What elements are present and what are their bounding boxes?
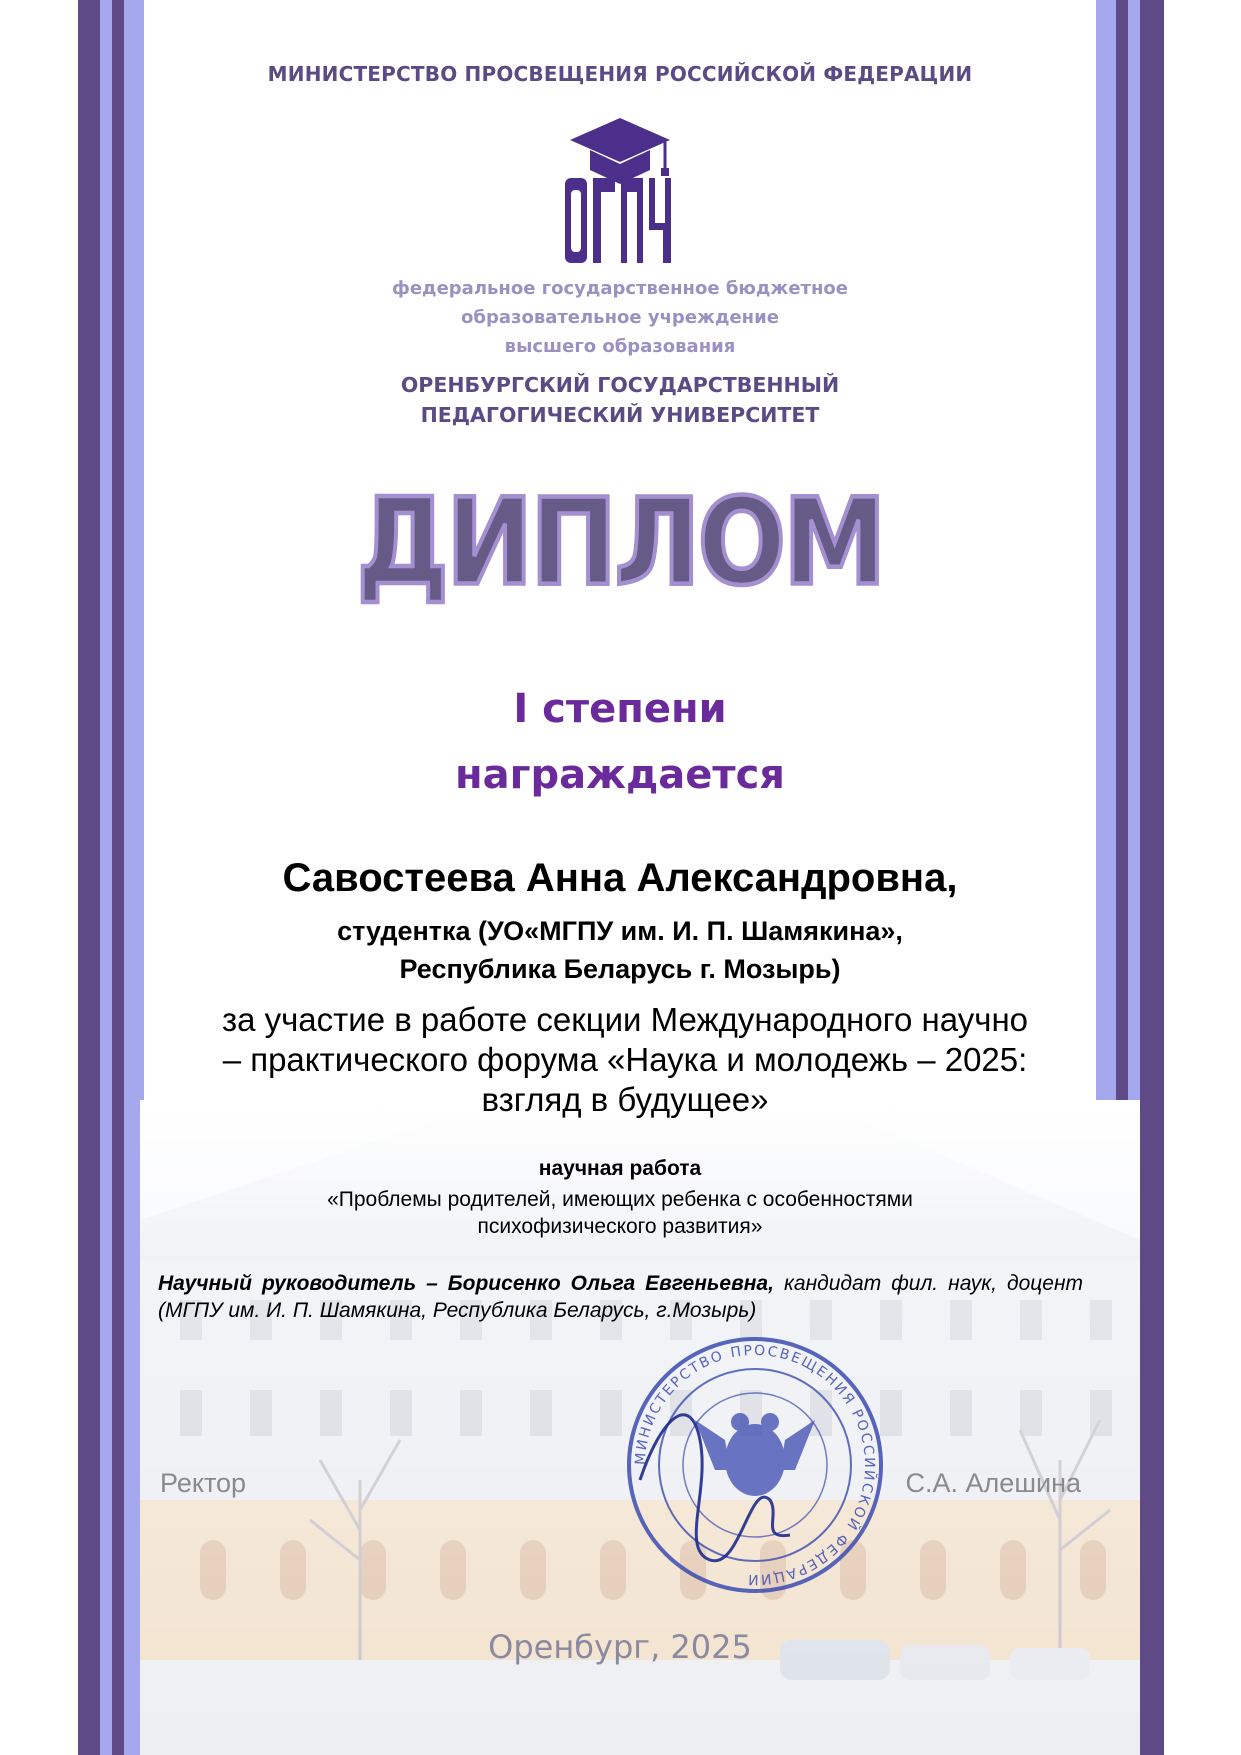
diploma-degree-block [150, 676, 1090, 808]
university-name-line-2: ПЕДАГОГИЧЕСКИЙ УНИВЕРСИТЕТ [420, 403, 820, 427]
participation-line-2: – практического форума «Наука и молодежь – 2025: [222, 1041, 1028, 1078]
right-border-stripe-dark-2 [1140, 0, 1164, 1755]
participation-text [150, 1000, 1100, 1120]
supervisor-lead: Научный руководитель – Борисенко Ольга Евгеньевна, [158, 1272, 774, 1295]
left-border-stripe-dark-1 [78, 0, 100, 1755]
diploma-degree: I степени [513, 686, 727, 732]
seal-text: МИНИСТЕРСТВО ПРОСВЕЩЕНИЯ РОССИЙСКОЙ ФЕДЕРАЦИИ [632, 1342, 878, 1588]
left-border-stripe-light [100, 0, 112, 1755]
participation-line-1: за участие в работе секции Международного научно [221, 1001, 1029, 1038]
rector-label: Ректор [160, 1468, 247, 1498]
work-title-line-2: психофизического развития» [477, 1215, 763, 1238]
work-title-line-1: «Проблемы родителей, имеющих ребенка с особенностями [327, 1188, 913, 1211]
university-name-line-1: ОРЕНБУРГСКИЙ ГОСУДАРСТВЕННЫЙ [400, 373, 840, 397]
city-year: Оренбург, 2025 [488, 1628, 752, 1666]
institution-type-line-3: высшего образования [504, 336, 736, 357]
institution-type-line-1: федеральное государственное бюджетное [391, 278, 848, 299]
recipient-name: Савостеева Анна Александровна, [282, 856, 958, 900]
university-name [150, 370, 1090, 430]
ogpu-logo [565, 118, 675, 268]
institution-type-line-2: образовательное учреждение [461, 307, 779, 328]
recipient-affiliation-line-1: студентка (УО«МГПУ им. И. П. Шамякина», [337, 916, 903, 946]
official-seal [620, 1330, 890, 1600]
institution-type [150, 274, 1090, 361]
supervisor-details: кандидат фил. наук, доцент (МГПУ им. И. П. Шамякина, Республика Беларусь, г.Мозырь) [158, 1272, 1083, 1322]
recipient-affiliation [150, 912, 1090, 988]
awarded-text: награждается [455, 752, 785, 798]
diploma-title: ДИПЛОМ [356, 471, 884, 613]
work-title [150, 1186, 1090, 1240]
participation-line-3: взгляд в будущее» [481, 1081, 769, 1118]
rector-name: С.А. Алешина [905, 1468, 1081, 1498]
ministry-name: МИНИСТЕРСТВО ПРОСВЕЩЕНИЯ РОССИЙСКОЙ ФЕДЕРАЦИИ [267, 62, 973, 86]
left-border-stripe-dark-2 [112, 0, 124, 1755]
recipient-affiliation-line-2: Республика Беларусь г. Мозырь) [399, 954, 841, 984]
work-label: научная работа [538, 1157, 702, 1180]
supervisor-info [158, 1270, 1083, 1324]
